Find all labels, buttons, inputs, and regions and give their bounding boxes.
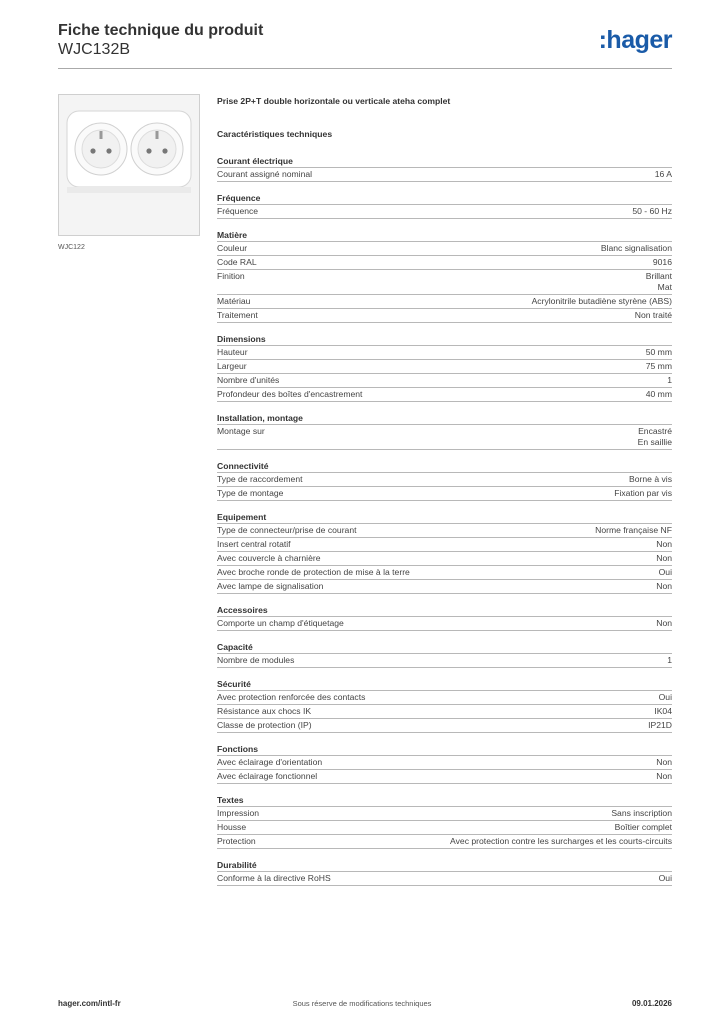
spec-label: Type de connecteur/prise de courant [217,525,357,535]
spec-label: Résistance aux chocs IK [217,706,312,716]
spec-row [217,241,672,255]
spec-label: Avec couvercle à charnière [217,553,321,563]
spec-label: Type de montage [217,488,284,498]
spec-row [217,523,672,537]
spec-row [217,579,672,594]
spec-row [217,834,672,849]
spec-row [217,486,672,501]
spec-value: Non [656,539,672,549]
spec-value: Blanc signalisation [600,243,672,253]
spec-section [217,460,672,501]
spec-value: Oui [658,692,672,702]
spec-label: Traitement [217,310,258,320]
spec-value: 75 mm [645,361,672,371]
spec-label: Avec protection renforcée des contacts [217,692,366,702]
section-title: Courant électrique [217,156,293,166]
spec-value: Avec protection contre les surcharges et les courts-circuits [450,836,672,846]
spec-label: Type de raccordement [217,474,303,484]
spec-label: Finition [217,271,245,281]
spec-value: IP21D [648,720,672,730]
spec-label: Largeur [217,361,247,371]
spec-label: Insert central rotatif [217,539,291,549]
spec-row [217,269,672,294]
spec-row [217,373,672,387]
spec-row [217,472,672,486]
spec-value: 1 [667,655,672,665]
spec-label: Courant assigné nominal [217,169,313,179]
spec-row [217,806,672,820]
spec-value: IK04 [654,706,672,716]
spec-value: Non [656,771,672,781]
spec-section [217,155,672,182]
spec-row [217,204,672,219]
spec-value: Oui [658,567,672,577]
spec-sections [217,155,672,886]
spec-value: 40 mm [645,389,672,399]
spec-row [217,294,672,308]
spec-row [217,704,672,718]
spec-label: Conforme à la directive RoHS [217,873,331,883]
spec-section [217,604,672,631]
spec-value: Acrylonitrile butadiène styrène (ABS) [531,296,672,306]
spec-value: 50 - 60 Hz [632,206,672,216]
section-title: Capacité [217,642,253,652]
spec-content [217,95,672,886]
section-title: Fonctions [217,744,259,754]
spec-value: Non [656,618,672,628]
spec-label: Nombre de modules [217,655,295,665]
spec-label: Montage sur [217,426,265,436]
spec-row [217,871,672,886]
spec-row [217,551,672,565]
spec-row [217,308,672,323]
page-header [58,20,672,68]
spec-label: Avec lampe de signalisation [217,581,324,591]
spec-value: Oui [658,873,672,883]
footer-website: hager.com/intl-fr [58,999,121,1008]
spec-row [217,255,672,269]
spec-label: Profondeur des boîtes d'encastrement [217,389,363,399]
spec-row [217,755,672,769]
footer-date: 09.01.2026 [631,999,672,1008]
section-title: Textes [217,795,244,805]
spec-label: Avec éclairage d'orientation [217,757,323,767]
spec-value: 1 [667,375,672,385]
spec-row [217,769,672,784]
spec-label: Comporte un champ d'étiquetage [217,618,344,628]
section-title: Matière [217,230,248,240]
hager-logo: :hager [598,26,672,54]
spec-section [217,511,672,594]
spec-label: Hauteur [217,347,248,357]
spec-section [217,229,672,323]
section-title: Accessoires [217,605,268,615]
spec-value: Fixation par vis [614,488,672,498]
header-divider [58,68,672,69]
spec-section [217,859,672,886]
spec-value: 9016 [652,257,672,267]
spec-section [217,192,672,219]
spec-value: Brillant Mat [645,271,672,292]
spec-section [217,333,672,402]
spec-row [217,616,672,631]
spec-row [217,387,672,402]
section-title: Dimensions [217,334,266,344]
spec-label: Avec éclairage fonctionnel [217,771,318,781]
spec-row [217,537,672,551]
spec-label: Impression [217,808,260,818]
spec-value: Norme française NF [595,525,672,535]
section-title: Fréquence [217,193,261,203]
spec-value: Non traité [634,310,672,320]
spec-row [217,565,672,579]
spec-row [217,345,672,359]
document-title: Fiche technique du produit [58,22,264,39]
spec-row [217,167,672,182]
spec-section [217,743,672,784]
spec-value: Borne à vis [629,474,672,484]
spec-row [217,359,672,373]
product-name: Prise 2P+T double horizontale ou verticale ateha complet [217,96,451,106]
spec-value: Boîtier complet [614,822,672,832]
spec-row [217,820,672,834]
spec-label: Avec broche ronde de protection de mise à la terre [217,567,410,577]
spec-row [217,718,672,733]
spec-value: Encastré En saillie [637,426,672,447]
spec-label: Code RAL [217,257,257,267]
spec-section [217,412,672,450]
product-image [58,94,200,236]
spec-row [217,653,672,668]
spec-value: Non [656,757,672,767]
spec-label: Couleur [217,243,248,253]
image-caption: WJC122 [58,244,85,251]
footer-disclaimer: Sous réserve de modifications techniques [292,999,432,1008]
spec-section [217,641,672,668]
spec-value: Non [656,553,672,563]
spec-label: Fréquence [217,206,259,216]
section-title: Installation, montage [217,413,303,423]
spec-section [217,678,672,733]
spec-row [217,690,672,704]
spec-value: Sans inscription [611,808,672,818]
technical-characteristics-heading: Caractéristiques techniques [217,129,333,139]
section-title: Connectivité [217,461,269,471]
product-code: WJC132B [58,41,131,58]
spec-row [217,424,672,450]
spec-label: Protection [217,836,256,846]
spec-value: 50 mm [645,347,672,357]
section-title: Equipement [217,512,267,522]
spec-label: Housse [217,822,247,832]
section-title: Sécurité [217,679,251,689]
spec-label: Nombre d'unités [217,375,280,385]
spec-section [217,794,672,849]
spec-value: 16 A [654,169,672,179]
spec-label: Classe de protection (IP) [217,720,312,730]
spec-value: Non [656,581,672,591]
spec-label: Matériau [217,296,251,306]
section-title: Durabilité [217,860,257,870]
